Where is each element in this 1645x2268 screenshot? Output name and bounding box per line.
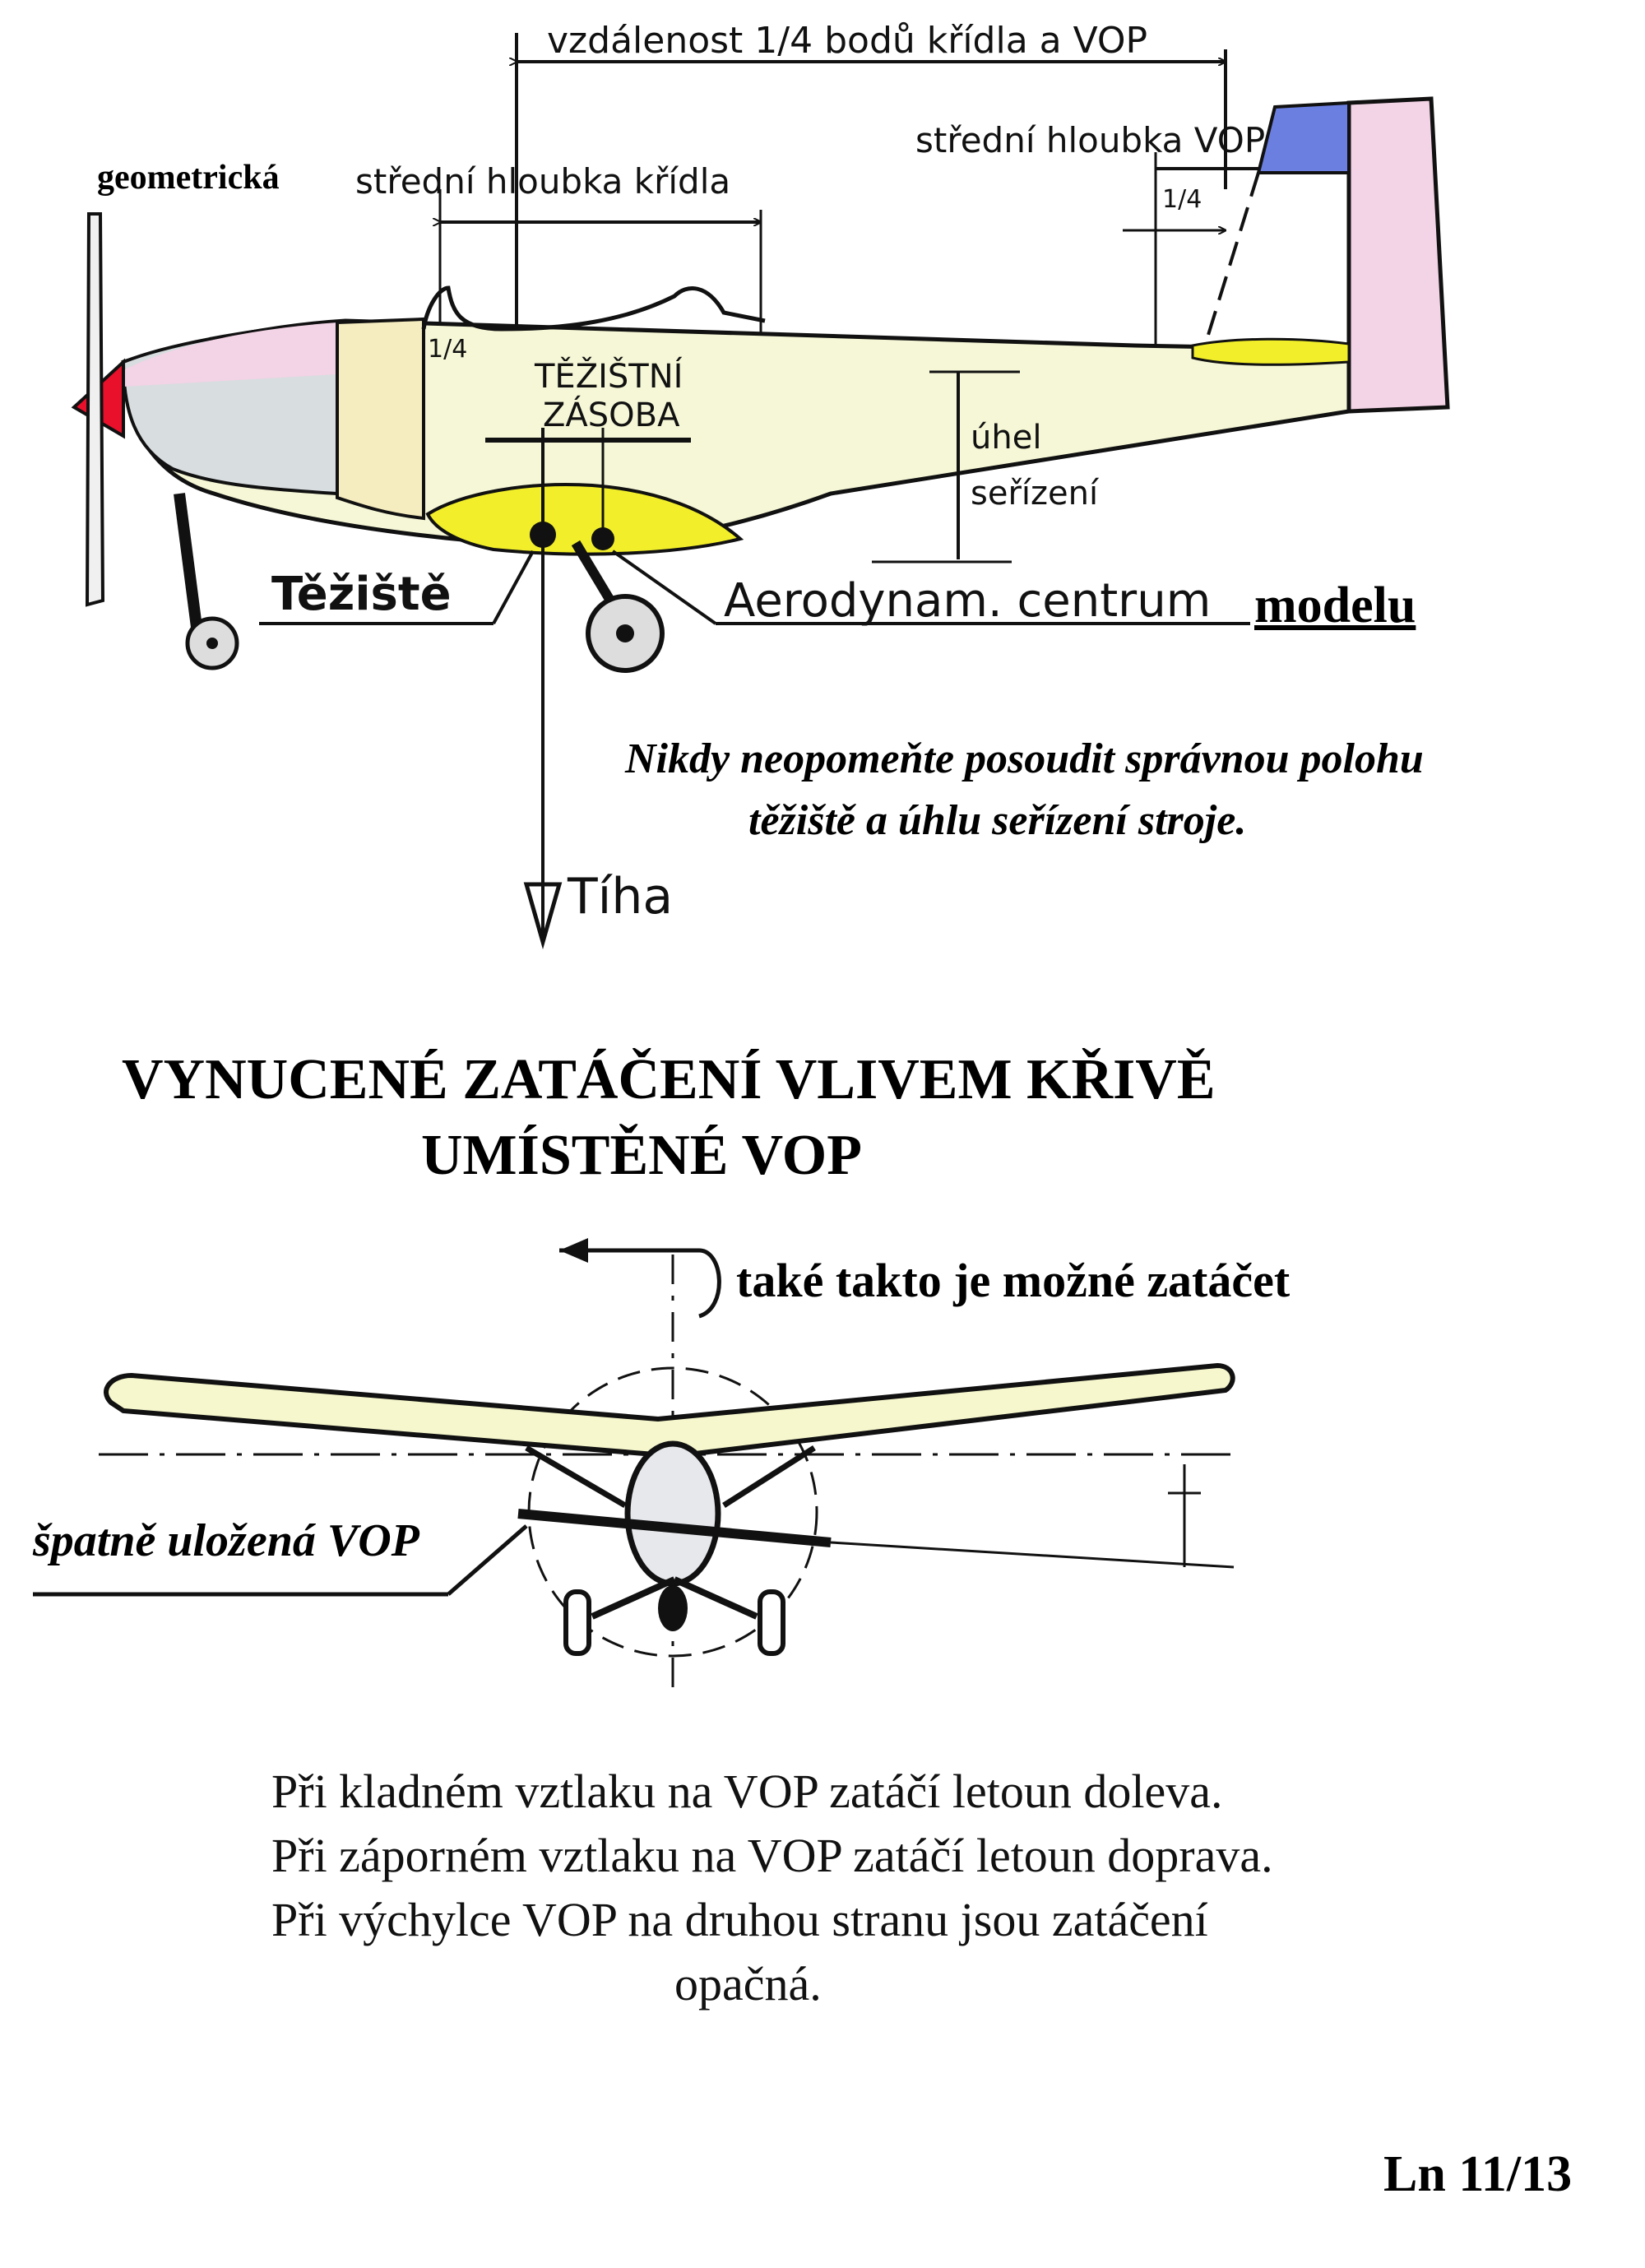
note-line-1: Nikdy neopomeňte posoudit správnou polohu: [625, 735, 1424, 782]
tail-chord-tip: [1258, 103, 1349, 173]
main-gear-leg: [179, 494, 197, 633]
angle-label-2: seřízení: [971, 475, 1099, 513]
explanation-line-3: Při výchylce VOP na druhou stranu jsou zatáčení: [271, 1893, 1208, 1946]
explanation-line-2: Při záporném vztlaku na VOP zatáčí letoun doprava.: [271, 1829, 1273, 1882]
dimension-label-top: vzdálenost 1/4 bodů křídla a VOP: [547, 20, 1148, 62]
cg-label: Těžiště: [271, 568, 452, 621]
bad-tail-label: špatně uložená VOP: [33, 1515, 419, 1566]
fuel-label-2: ZÁSOBA: [543, 397, 680, 434]
page-number: Ln 11/13: [1383, 2146, 1573, 2202]
section-title-line-1: VYNUCENÉ ZATÁČENÍ VLIVEM KŘIVĚ: [122, 1048, 1216, 1111]
right-wheel: [760, 1592, 783, 1653]
angle-label-1: úhel: [971, 419, 1042, 457]
front-view-airplane: [33, 1238, 1234, 1699]
propeller: [87, 214, 103, 605]
firewall-bay: [337, 319, 424, 518]
fuselage-front: [628, 1444, 718, 1584]
weight-label: Tíha: [568, 868, 674, 925]
stabilizer-section: [1193, 339, 1349, 364]
wing-mac-prefix: geometrická: [97, 159, 280, 197]
tail-mac-label: střední hloubka VOP: [915, 120, 1266, 160]
turn-label: také takto je možné zatáčet: [736, 1254, 1291, 1307]
ac-suffix: modelu: [1254, 577, 1416, 633]
quarter-wing-label: 1/4: [428, 335, 468, 364]
ac-label: Aerodynam. centrum: [724, 574, 1212, 628]
vertical-fin: [1349, 99, 1448, 411]
cg-point: [530, 522, 556, 548]
fuel-label-1: TĚŽIŠTNÍ: [535, 358, 683, 396]
note-line-2: těžiště a úhlu seřízení stroje.: [748, 797, 1247, 844]
section-title-line-2: UMÍSTĚNÉ VOP: [421, 1124, 863, 1187]
wing-mac-label: střední hloubka křídla: [355, 161, 731, 202]
left-wheel: [566, 1592, 589, 1653]
explanation-line-4: opačná.: [674, 1957, 822, 2011]
quarter-tail-label: 1/4: [1162, 185, 1202, 214]
explanation-line-1: Při kladném vztlaku na VOP zatáčí letoun doleva.: [271, 1765, 1223, 1818]
